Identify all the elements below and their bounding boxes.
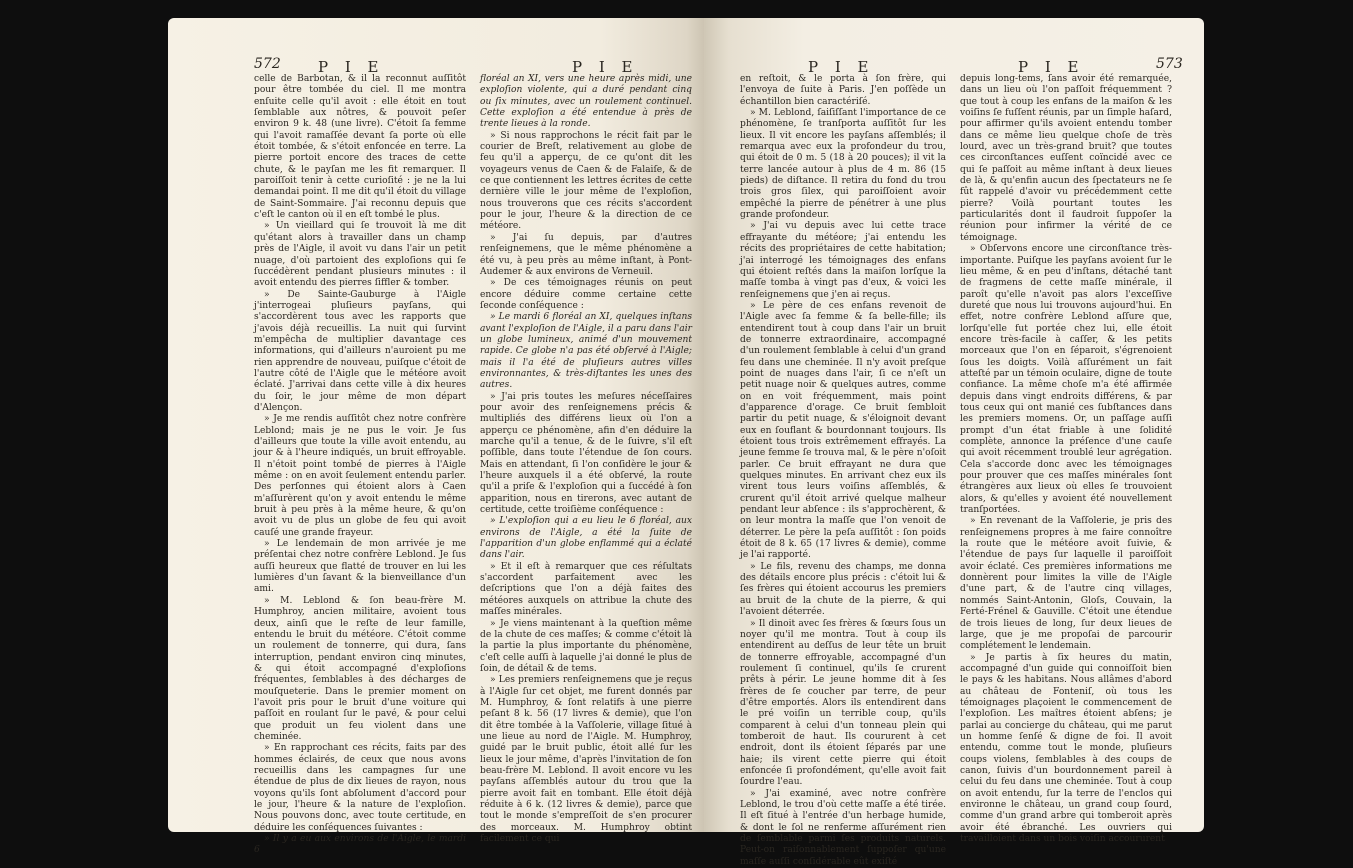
paragraph: » Le mardi 6 floréal an XI, quelques inſtans avant l'exploſion de l'Aigle, il a paru dans l'air un globe lumineux, animé d'un mouvement rapide. Ce globe n'a pas été obſervé à l'Aigle; mais il l'a été de pluſieurs autres villes environnantes, & très-diſtantes les unes des autres.	[480, 312, 692, 391]
page-number: 573	[1156, 56, 1183, 72]
paragraph: » Il y a eu aux environs de l'Aigle, le mardi 6	[254, 834, 466, 856]
open-book	[168, 18, 1204, 867]
left-page	[168, 18, 708, 856]
paragraph: » Obſervons encore une circonſtance très-importante. Puiſque les payſans avoient ſur le lieu même, & en peu d'inſtans, détaché tant de fragmens de cette maſſe minérale, il paroît qu'elle n'avoit pas alors l'exceſſive dureté que nous lui trouvons aujourd'hui. En effet, notre confrère Leblond aſſure que, lorſqu'elle fut portée chez lui, elle étoit encore très-facile à caſſer, & les petits morceaux que l'on en ſéparoit, s'égrenoient ſous les doigts. Voilà aſſurément un fait atteſté par un témoin oculaire, digne de toute confiance. La même choſe m'a été affirmée depuis dans vingt endroits différens, & par tous ceux qui ont manié ces ſubſtances dans les premiers momens. Or, un paſſage auſſi prompt d'un état friable à une ſolidité complète, annonce la préſence d'une cauſe qui avoit récemment troublé leur agrégation. Cela s'accorde donc avec les témoignages pour prouver que ces maſſes minérales ſont étrangères aux lieux où elles ſe trouvoient alors, & qu'elles y avoient été nouvellement tranſportées.	[960, 244, 1172, 516]
paragraph: » J'ai vu depuis avec lui cette trace effrayante du météore; j'ai entendu les récits des propriétaires de cette habitation; j'ai interrogé les témoignages des enfans qui étoient reſtés dans la maiſon lorſque la maſſe tomba à vingt pas d'eux, & voici les renſeignemens que j'en ai reçus.	[740, 221, 946, 300]
paragraph: » M. Leblond, ſaiſiſſant l'importance de ce phénomène, ſe tranſporta auſſitôt ſur les lieux. Il vit encore les payſans aſſemblés; il remarqua avec eux la profondeur du trou, qui étoit de 0 m. 5 (18 à 20 pouces); il vit la terre lancée autour à plus de 4 m. 86 (15 pieds) de diſtance. Il retira du fond du trou trois gros ſilex, qui paroiſſoient avoir empêché la pierre de pénétrer à une plus grande profondeur.	[740, 108, 946, 221]
text-column	[740, 74, 946, 868]
paragraph: » Le père de ces enfans revenoit de l'Aigle avec ſa femme & ſa belle-fille; ils entendirent tout à coup dans l'air un bruit de tonnerre extraordinaire, accompagné d'un roulement ſemblable à celui d'un grand feu dans une cheminée. Il n'y avoit preſque point de nuages dans l'air, ſi ce n'eſt un petit nuage noir & quelques autres, comme on en voit fréquemment, mais point d'apparence d'orage. Ce bruit ſembloit partir du petit nuage, & s'éloignoit devant eux en ſouflant & bourdonnant toujours. Ils étoient tous trois extrêmement effrayés. La jeune femme ſe trouva mal, & le père n'oſoit parler. Ce bruit effrayant ne dura que quelques minutes. En arrivant chez eux ils virent tous leurs voiſins aſſemblés, & crurent qu'il étoit arrivé quelque malheur pendant leur abſence : ils s'approchèrent, & on leur montra la maſſe que l'on venoit de déterrer. Le père la peſa auſſitôt : ſon poids étoit de 8 k. 65 (17 livres & demie), comme je l'ai rapporté.	[740, 300, 946, 561]
paragraph: depuis long-tems, ſans avoir été remarquée, dans un lieu où l'on paſſoit fréquemment ? que tout à coup les enfans de la maiſon & les voiſins ſe fuſſent réunis, par un ſimple haſard, pour affirmer qu'ils avoient entendu tomber dans ce même lieu quelque choſe de très lourd, avec un très-grand bruit? que toutes ces circonſtances euſſent coïncidé avec ce qui ſe paſſoit au même inſtant à deux lieues de là, & qu'enfin aucun des ſpectateurs ne ſe fût rappelé d'avoir vu précédemment cette pierre? Voilà pourtant toutes les particularités dont il faudroit ſuppoſer la réunion pour infirmer la vérité de ce témoignage.	[960, 74, 1172, 243]
running-head-left-col-a: P I E	[318, 58, 385, 76]
paragraph: » L'exploſion qui a eu lieu le 6 floréal, aux environs de l'Aigle, a été la ſuite de l'apparition d'un globe enflammé qui a éclaté dans l'air.	[480, 516, 692, 561]
paragraph: » Je viens maintenant à la queſtion même de la chute de ces maſſes; & comme c'étoit là la partie la plus importante du phénomène, c'eſt celle auſſi à laquelle j'ai donné le plus de ſoin, de détail & de tems.	[480, 618, 692, 674]
paragraph: » En rapprochant ces récits, faits par des hommes éclairés, de ceux que nous avons recueillis dans les campagnes ſur une étendue de plus de dix lieues de rayon, nous voyons qu'ils ſont abſolument d'accord pour le jour, l'heure & la nature de l'exploſion. Nous pouvons donc, avec toute certitude, en déduire les conſéquences ſuivantes :	[254, 743, 466, 833]
paragraph: » J'ai examiné, avec notre confrère Leblond, le trou d'où cette maſſe a été tirée. Il eſt ſitué à l'entrée d'un herbage humide, & dont le ſol ne renferme aſſurément rien de ſemblable parmi ſes produits naturels. Peut-on raiſonnablement ſuppoſer qu'une maſſe auſſi conſidérable eût exiſté	[740, 788, 946, 867]
right-page	[704, 18, 1204, 867]
page-number: 572	[254, 56, 281, 72]
paragraph: » De Sainte-Gauburge à l'Aigle j'interrogeai pluſieurs payſans, qui s'accordèrent tous avec les rapports que j'avois déjà recueillis. La nuit qui ſurvint m'empêcha de multiplier davantage ces informations, qui d'ailleurs n'auroient pu me rien apprendre de nouveau, puiſque c'étoit de l'autre côté de l'Aigle que le météore avoit éclaté. J'arrivai dans cette ville à dix heures du ſoir, le jour même de mon départ d'Alençon.	[254, 289, 466, 413]
text-column	[960, 74, 1172, 845]
paragraph: » Le lendemain de mon arrivée je me préſentai chez notre confrère Leblond. Je ſus auſſi heureux que flatté de trouver en lui les lumières d'un ſavant & la bienveillance d'un ami.	[254, 539, 466, 595]
paragraph: » J'ai ſu depuis, par d'autres renſeignemens, que le même phénomène a été vu, à peu près au même inſtant, à Pont-Audemer & aux environs de Verneuil.	[480, 232, 692, 277]
paragraph: celle de Barbotan, & il la reconnut auſſitôt pour être tombée du ciel. Il me montra enſuite celle qu'il avoit : elle étoit en tout ſemblable aux nôtres, & pouvoit peſer environ 9 k. 48 (une livre). C'étoit ſa femme qui l'avoit ramaſſée devant ſa porte où elle étoit tombée, & s'étoit enfoncée en terre. La pierre portoit encore des traces de cette chute, & le payſan me les fit remarquer. Il paroiſſoit tenir à cette curioſité : je ne la lui demandai point. Il me dit qu'il étoit du village de Saint-Sommaire. J'ai reconnu depuis que c'eſt le canton où il en eſt tombé le plus.	[254, 74, 466, 221]
paragraph: » M. Leblond & ſon beau-frère M. Humphroy, ancien militaire, avoient tous deux, ainſi que le reſte de leur famille, entendu le bruit du météore. C'étoit comme un roulement de tonnerre, qui dura, ſans interruption, pendant environ cinq minutes, & qui étoit accompagné d'exploſions fréquentes, ſemblables à des décharges de mouſqueterie. Dans le premier moment on l'avoit pris pour le bruit d'une voiture qui paſſoit en roulant ſur le pavé, & pour celui que produit un feu violent dans une cheminée.	[254, 595, 466, 742]
paragraph: » Si nous rapprochons le récit fait par le courier de Breſt, relativement au globe de feu qu'il a apperçu, de ce qu'ont dit les voyageurs venus de Caen & de Falaiſe, & de ce que contiennent les lettres écrites de cette dernière ville le jour même de l'exploſion, nous trouverons que ces récits s'accordent pour le jour, l'heure & la direction de ce météore.	[480, 130, 692, 232]
paragraph: en reſtoit, & le porta à ſon frère, qui l'envoya de ſuite à Paris. J'en poſſède un échantillon bien caractériſé.	[740, 74, 946, 107]
paragraph: » Il dinoit avec ſes frères & ſœurs ſous un noyer qu'il me montra. Tout à coup ils entendirent au deſſus de leur tête un bruit de tonnerre effroyable, accompagné d'un roulement ſi continuel, qu'ils ſe crurent prêts à périr. Le jeune homme dit à ſes frères de ſe coucher par terre, de peur d'être emportés. Alors ils entendirent dans le pré voiſin un terrible coup, qu'ils comparent à celui d'un tonneau plein qui tomberoit de haut. Ils coururent à cet endroit, dont ils étoient ſéparés par une haie; ils virent cette pierre qui étoit enfoncée ſi profondément, qu'elle avoit fait ſourdre l'eau.	[740, 618, 946, 788]
text-column	[480, 74, 692, 845]
paragraph: » En revenant de la Vaſſolerie, je pris des renſeignemens propres à me faire connoître la route que le météore avoit ſuivie, & l'étendue de pays ſur laquelle il paroiſſoit avoir éclaté. Ces premières informations me donnèrent pour limites la ville de l'Aigle d'une part, & de l'autre cinq villages, nommés Saint-Antonin, Gloſs, Couvain, la Ferté-Frénel & Gauville. C'étoit une étendue de trois lieues de long, ſur deux lieues de large, que je me propoſai de parcourir complétement le lendemain.	[960, 516, 1172, 652]
paragraph: » Un vieillard qui ſe trouvoit là me dit qu'étant alors à travailler dans un champ près de l'Aigle, il avoit vu dans l'air un petit nuage, d'où partoient des exploſions qui ſe ſuccédèrent pendant plusieurs minutes : il avoit entendu des pierres ſiffler & tomber.	[254, 221, 466, 289]
paragraph: » J'ai pris toutes les meſures néceſſaires pour avoir des renſeignemens précis & multipliés des différens lieux où l'on a apperçu ce phénomène, afin d'en déduire la marche qu'il a tenue, & de le ſuivre, s'il eſt poſſible, dans toute l'étendue de ſon cours. Mais en attendant, ſi l'on conſidère le jour & l'heure auxquels il a été obſervé, la route qu'il a priſe & l'exploſion qui a ſuccédé à ſon apparition, nous en tirerons, avec autant de certitude, cette troiſième conſéquence :	[480, 391, 692, 516]
text-column	[254, 74, 466, 857]
paragraph: » Les premiers renſeignemens que je reçus à l'Aigle ſur cet objet, me furent donnés par M. Humphroy, & ſont relatifs à une pierre peſant 8 k. 56 (17 livres & demie), que l'on dit être tombée à la Vaſſolerie, village ſitué à une lieue au nord de l'Aigle. M. Humphroy, guidé par le bruit public, étoit allé ſur les lieux le jour même, d'après l'invitation de ſon beau-frère M. Leblond. Il avoit encore vu les payſans aſſemblés autour du trou que la pierre avoit fait en tombant. Elle étoit déjà réduite à 6 k. (12 livres & demie), parce que tout le monde s'empreſſoit de s'en procurer des morceaux. M. Humphroy obtint facilement ce qui	[480, 675, 692, 845]
paragraph: » Et il eſt à remarquer que ces réſultats s'accordent parfaitement avec les deſcriptions que l'on a déjà faites des météores auxquels on attribue la chute des maſſes minérales.	[480, 561, 692, 618]
paragraph: » Je partis à ſix heures du matin, accompagné d'un guide qui connoiſſoit bien le pays & les habitans. Nous allâmes d'abord au château de Fonteniſ, où tous les témoignages plaçoient le commencement de l'exploſion. Les maîtres étoient abſens; je parlai au concierge du château, qui me parut un homme ſenſé & digne de foi. Il avoit entendu, comme tout le monde, pluſieurs coups violens, ſemblables à des coups de canon, ſuivis d'un bourdonnement pareil à celui du feu dans une cheminée. Tout à coup on avoit entendu, ſur la terre de l'enclos qui environne le château, un grand coup ſourd, comme d'un grand arbre qui tomberoit après avoir été ébranché. Les ouvriers qui travailloient dans un bois voiſin accoururent	[960, 652, 1172, 845]
running-head-left-col-b: P I E	[572, 58, 639, 76]
running-head-right-col-a: P I E	[808, 58, 875, 76]
paragraph: floréal an XI, vers une heure après midi, une exploſion violente, qui a duré pendant cinq ou ſix minutes, avec un roulement continuel. Cette exploſion a été entendue à près de trente lieues à la ronde.	[480, 74, 692, 130]
running-head-right-col-b: P I E	[1018, 58, 1085, 76]
paragraph: » Le fils, revenu des champs, me donna des détails encore plus précis : c'étoit lui & ſes frères qui étoient accourus les premiers au bruit de la chute de la pierre, & qui l'avoient déterrée.	[740, 561, 946, 618]
paragraph: » De ces témoignages réunis on peut encore déduire comme certaine cette ſeconde conſéquence :	[480, 278, 692, 311]
paragraph: » Je me rendis auſſitôt chez notre confrère Leblond; mais je ne pus le voir. Je ſus d'ailleurs que toute la ville avoit entendu, au jour & à l'heure indiqués, un bruit effroyable. Il n'étoit point tombé de pierres à l'Aigle même : on en avoit ſeulement entendu parler. Des perſonnes qui étoient alors à Caen m'aſſurèrent qu'on y avoit entendu le même bruit à peu près à la même heure, & qu'on avoit vu de plus un globe de feu qui avoit cauſé une grande frayeur.	[254, 414, 466, 538]
